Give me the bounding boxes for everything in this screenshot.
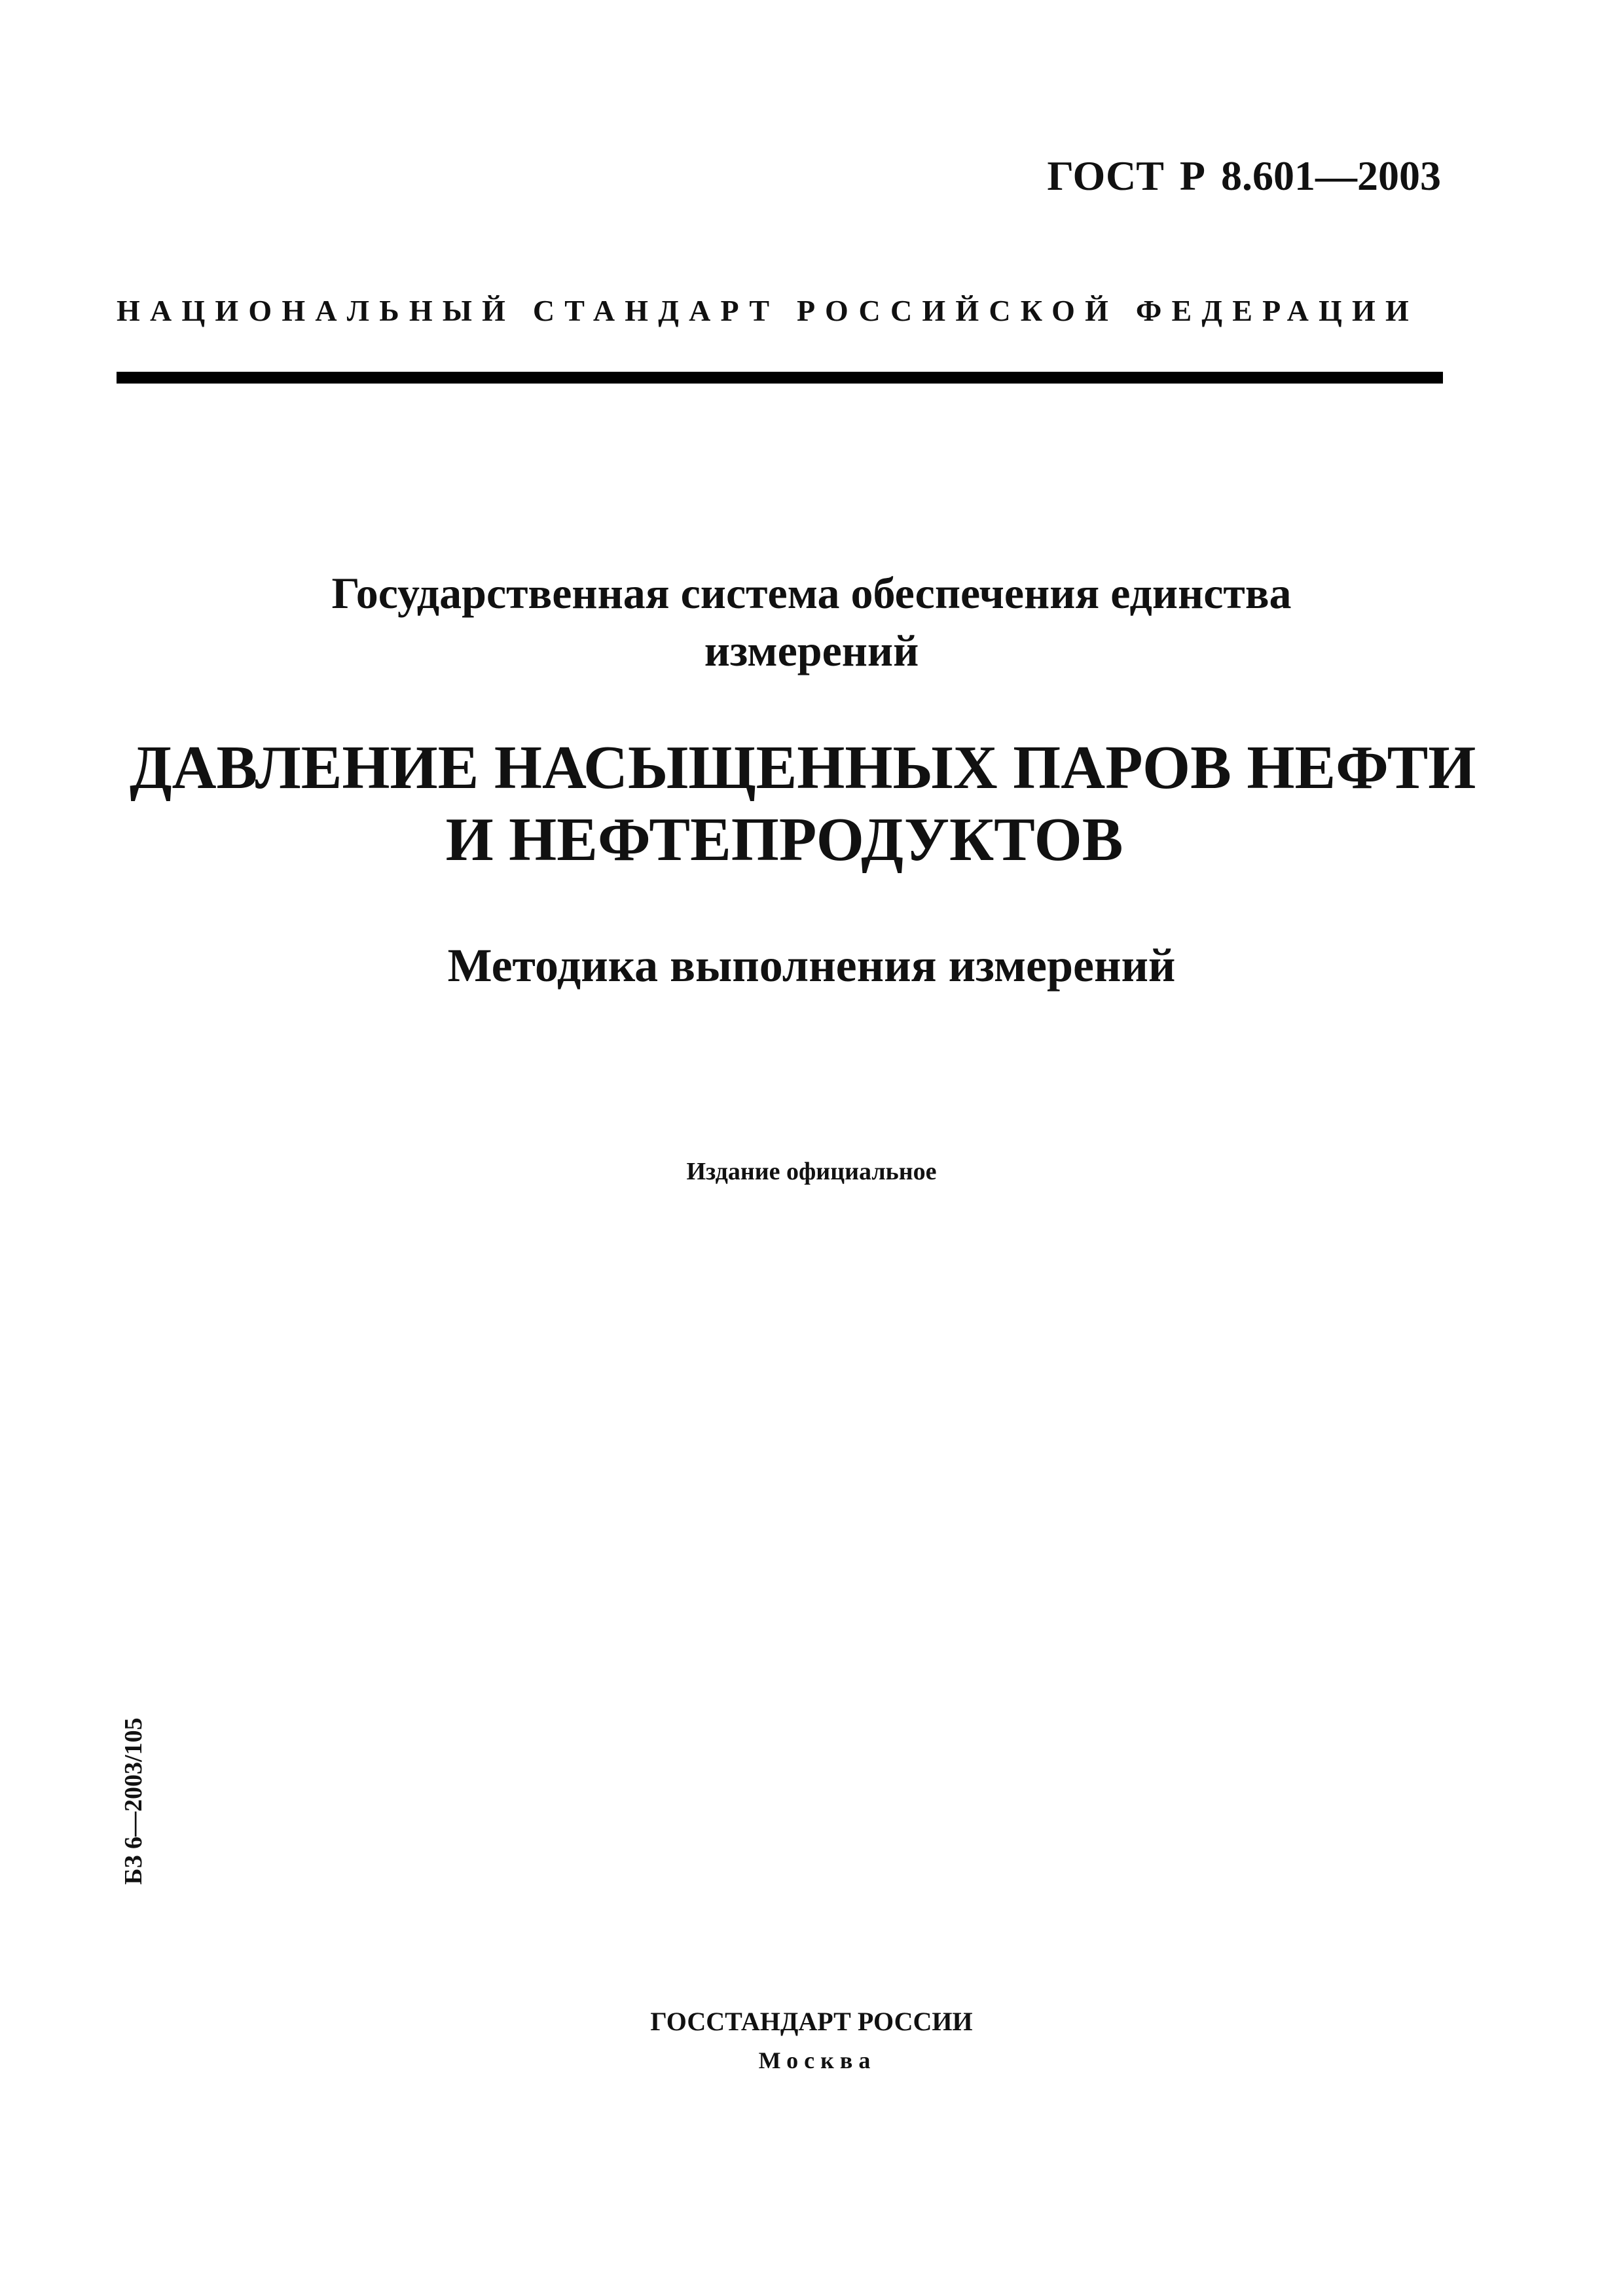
standard-number: ГОСТ Р 8.601—2003: [1047, 152, 1441, 199]
header-rule-divider: [117, 372, 1443, 384]
system-title-line-2: измерений: [704, 626, 919, 675]
edition-label: Издание официальное: [686, 1158, 937, 1185]
publisher-city: Москва: [758, 2047, 877, 2073]
main-title-line-2: И НЕФТЕПРОДУКТОВ: [445, 806, 1123, 874]
system-title-line-1: Государственная система обеспечения единства: [331, 568, 1292, 618]
side-code: БЗ 6—2003/105: [120, 1717, 147, 1885]
main-title-line-1: ДАВЛЕНИЕ НАСЫЩЕННЫХ ПАРОВ НЕФТИ: [130, 734, 1476, 802]
system-title: [0, 564, 1623, 679]
national-standard-heading: НАЦИОНАЛЬНЫЙ СТАНДАРТ РОССИЙСКОЙ ФЕДЕРАЦИИ: [117, 294, 1419, 327]
main-title: [130, 732, 1476, 876]
method-subtitle: Методика выполнения измерений: [447, 939, 1176, 992]
publisher-name: ГОССТАНДАРТ РОССИИ: [650, 2007, 973, 2036]
